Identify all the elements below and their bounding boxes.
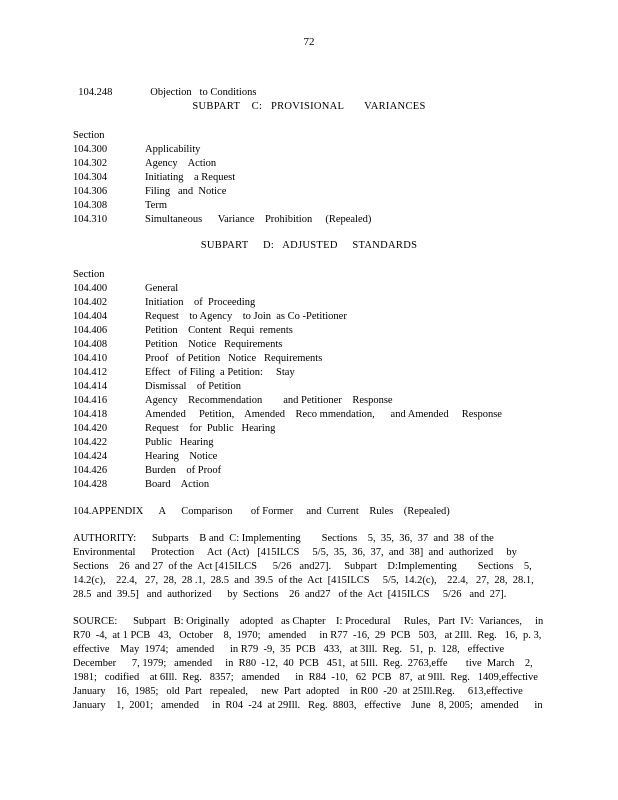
section-number: 104.416 [73, 395, 108, 406]
source-line: SOURCE: Subpart B: Originally adopted as Chapter I: Procedural Rules, Part IV: Variances, in [73, 616, 544, 627]
toc-row [73, 338, 282, 351]
section-number: 104.422 [73, 437, 108, 448]
section-number: 104.302 [73, 158, 108, 169]
page-number: 72 [303, 36, 315, 48]
toc-row [73, 296, 255, 309]
toc-row [73, 213, 371, 226]
toc-row [73, 422, 275, 435]
section-title: Agency Action [145, 158, 217, 169]
source-paragraph [73, 615, 544, 713]
section-title: Amended Petition, Amended Reco mmendation, and Amended Response [145, 409, 502, 420]
toc-row [73, 157, 216, 170]
toc-row [73, 324, 293, 337]
section-number: 104.404 [73, 311, 108, 322]
subpart-c-heading: SUBPART C: PROVISIONAL VARIANCES [192, 101, 426, 112]
section-title: Hearing Notice [145, 451, 218, 462]
section-title: Request to Agency to Join as Co -Petitioner [145, 311, 347, 322]
toc-row [73, 282, 178, 295]
section-title: Proof of Petition Notice Requirements [145, 353, 323, 364]
section-title: Initiation of Proceeding [145, 297, 256, 308]
section-number: 104.308 [73, 200, 108, 211]
section-title: General [145, 283, 179, 294]
section-label: Section [73, 269, 105, 280]
section-number: 104.306 [73, 186, 108, 197]
toc-row [73, 450, 217, 463]
toc-row [73, 436, 214, 449]
section-number: 104.424 [73, 451, 108, 462]
section-number: 104.426 [73, 465, 108, 476]
authority-line: 14.2(c), 22.4, 27, 28, 28 .1, 28.5 and 39.5 of the Act [415ILCS 5/5, 14.2(c), 22.4, 27, 28, 28.1, [73, 575, 534, 586]
section-number: 104.428 [73, 479, 108, 490]
appendix-entry: 104.APPENDIX A Comparison of Former and Current Rules (Repealed) [73, 506, 450, 517]
section-title: Simultaneous Variance Prohibition (Repealed) [145, 214, 372, 225]
section-number: 104.418 [73, 409, 108, 420]
toc-row [73, 394, 393, 407]
source-line: effective May 1974; amended in R79 -9, 35 PCB 433, at 3Ill. Reg. 51, p. 128, effective [73, 644, 505, 655]
section-number: 104.400 [73, 283, 108, 294]
section-title: Initiating a Request [145, 172, 236, 183]
authority-line: Sections 26 and 27 of the Act [415ILCS 5/26 and27]. Subpart D:Implementing Sections 5, [73, 561, 532, 572]
section-title: Term [145, 200, 168, 211]
toc-row [73, 478, 209, 491]
section-number: 104.310 [73, 214, 108, 225]
toc-row [73, 143, 200, 156]
toc-row [73, 171, 235, 184]
source-line: January 16, 1985; old Part repealed, new Part adopted in R00 -20 at 25Ill.Reg. 613,effective [73, 686, 523, 697]
toc-row [73, 73, 256, 99]
section-title: Burden of Proof [145, 465, 222, 476]
toc-row [73, 464, 221, 477]
section-title: Agency Recommendation and Petitioner Response [145, 395, 393, 406]
source-line: December 7, 1979; amended in R80 -12, 40 PCB 451, at 5Ill. Reg. 2763,effe tive March 2, [73, 658, 533, 669]
toc-row [73, 185, 226, 198]
section-number: 104.420 [73, 423, 108, 434]
toc-row [73, 352, 322, 365]
toc-row [73, 380, 241, 393]
section-number: 104.410 [73, 353, 108, 364]
authority-line: AUTHORITY: Subparts B and C: Implementing Sections 5, 35, 36, 37 and 38 of the [73, 533, 494, 544]
section-number: 104.402 [73, 297, 108, 308]
toc-row [73, 408, 502, 421]
section-number: 104.248 [78, 87, 113, 98]
section-title: Objection to Conditions [150, 87, 257, 98]
toc-row [73, 310, 347, 323]
section-title: Filing and Notice [145, 186, 227, 197]
section-number: 104.412 [73, 367, 108, 378]
section-title: Applicability [145, 144, 201, 155]
section-number: 104.406 [73, 325, 108, 336]
authority-paragraph [73, 532, 534, 602]
section-number: 104.414 [73, 381, 108, 392]
source-line: R70 -4, at 1 PCB 43, October 8, 1970; amended in R77 -16, 29 PCB 503, at 2Ill. Reg. 16, p. 3, [73, 630, 542, 641]
section-number: 104.304 [73, 172, 108, 183]
section-title: Petition Notice Requirements [145, 339, 283, 350]
section-title: Petition Content Requi rements [145, 325, 293, 336]
section-number: 104.408 [73, 339, 108, 350]
section-title: Public Hearing [145, 437, 214, 448]
source-line: January 1, 2001; amended in R04 -24 at 29Ill. Reg. 8803, effective June 8, 2005; amended in [73, 700, 543, 711]
section-label: Section [73, 130, 105, 141]
section-title: Effect of Filing a Petition: Stay [145, 367, 295, 378]
toc-row [73, 366, 295, 379]
section-number: 104.300 [73, 144, 108, 155]
section-title: Dismissal of Petition [145, 381, 241, 392]
section-title: Request for Public Hearing [145, 423, 276, 434]
source-line: 1981; codified at 6Ill. Reg. 8357; amended in R84 -10, 62 PCB 87, at 9Ill. Reg. 1409,effective [73, 672, 538, 683]
toc-row [73, 199, 167, 212]
subpart-d-heading: SUBPART D: ADJUSTED STANDARDS [200, 240, 418, 251]
authority-line: 28.5 and 39.5] and authorized by Sections 26 and27 of the Act [415ILCS 5/26 and 27]. [73, 589, 507, 600]
section-title: Board Action [145, 479, 210, 490]
authority-line: Environmental Protection Act (Act) [415ILCS 5/5, 35, 36, 37, and 38] and authorized by [73, 547, 517, 558]
